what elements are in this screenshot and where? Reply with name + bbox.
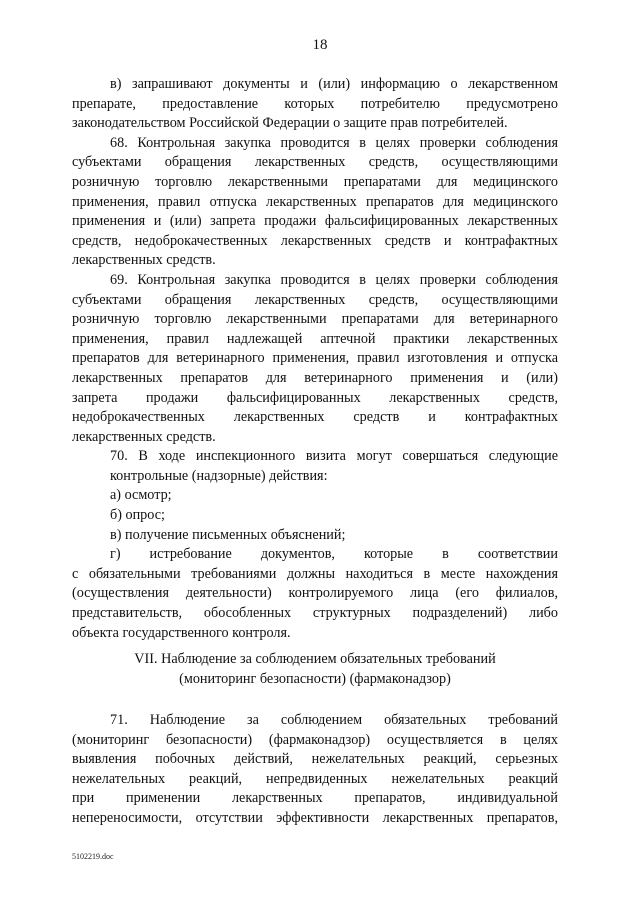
text-line: лекарственных средств. (72, 252, 216, 269)
text-line: контрольные (надзорные) действия: (110, 467, 328, 484)
text-line: а) осмотр; (110, 487, 172, 504)
footer-file-code: 5102219.doc (72, 852, 114, 861)
text-line: выявления побочных действий, нежелательных реакций, серьезных (72, 751, 558, 768)
text-line: запрета продажи фальсифицированных лекарственных средств, (72, 389, 558, 406)
paragraph-item-70 (72, 447, 558, 643)
text-line: в) запрашивают документы и (или) информацию о лекарственном (110, 76, 558, 92)
text-line: 69. Контрольная закупка проводится в целях проверки соблюдения (110, 271, 558, 288)
text-line: препарате, предоставление которых потребителю предусмотрено (72, 95, 558, 112)
text-line: (осуществления деятельности) контролируемого лица (его филиалов, (72, 585, 558, 602)
text-line: розничную торговлю лекарственными препаратами для ветеринарного (72, 311, 558, 328)
text-line: субъектами обращения лекарственных средств, осуществляющими (72, 291, 558, 308)
section-heading-line-1: VII. Наблюдение за соблюдением обязательных требований (134, 651, 496, 667)
section-heading-line-2: (мониторинг безопасности) (фармаконадзор) (179, 670, 451, 687)
text-line: нежелательных реакций, непредвиденных нежелательных реакций (72, 770, 558, 787)
text-line: в) получение письменных объяснений; (110, 526, 346, 543)
text-line: средств, недоброкачественных лекарственных средств и контрафактных (72, 232, 558, 249)
paragraph-item-68 (72, 134, 558, 271)
text-line: (мониторинг безопасности) (фармаконадзор) осуществляется в целях (72, 731, 558, 748)
text-line: препаратов для ветеринарного применения, правил изготовления и отпуска (72, 350, 558, 367)
paragraph-71 (72, 711, 558, 829)
text-line: субъектами обращения лекарственных средств, осуществляющими (72, 154, 558, 171)
paragraph-item-69 (72, 271, 558, 447)
text-line: применения, правил отпуска лекарственных препаратов для медицинского (72, 193, 558, 210)
text-line: 71. Наблюдение за соблюдением обязательных требований (110, 712, 558, 728)
document-body (72, 75, 558, 643)
paragraph-clause-v (72, 75, 558, 134)
text-line: лекарственных препаратов для ветеринарного применения и (или) (72, 369, 558, 386)
page-number: 18 (312, 37, 328, 53)
text-line: применения, правил надлежащей аптечной практики лекарственных (72, 330, 558, 347)
text-line: при применении лекарственных препаратов, индивидуальной (72, 790, 558, 807)
text-line: применения и (или) запрета продажи фальсифицированных лекарственных (72, 213, 558, 230)
text-line: недоброкачественных лекарственных средств и контрафактных (72, 409, 558, 426)
text-line: представительств, обособленных структурных подразделений) либо (72, 605, 558, 622)
text-line: объекта государственного контроля. (72, 624, 291, 641)
text-line: лекарственных средств. (72, 428, 216, 445)
text-line: непереносимости, отсутствии эффективности лекарственных препаратов, (72, 809, 558, 826)
text-line: с обязательными требованиями должны находиться в месте нахождения (72, 565, 558, 582)
section-heading (72, 650, 558, 689)
text-line: г) истребование документов, которые в соответствии (110, 546, 558, 563)
text-line: 70. В ходе инспекционного визита могут совершаться следующие (110, 448, 558, 465)
text-line: б) опрос; (110, 507, 165, 524)
text-line: 68. Контрольная закупка проводится в целях проверки соблюдения (110, 134, 558, 151)
text-line: законодательством Российской Федерации о защите прав потребителей. (72, 115, 508, 132)
text-line: розничную торговлю лекарственными препаратами для медицинского (72, 173, 558, 190)
